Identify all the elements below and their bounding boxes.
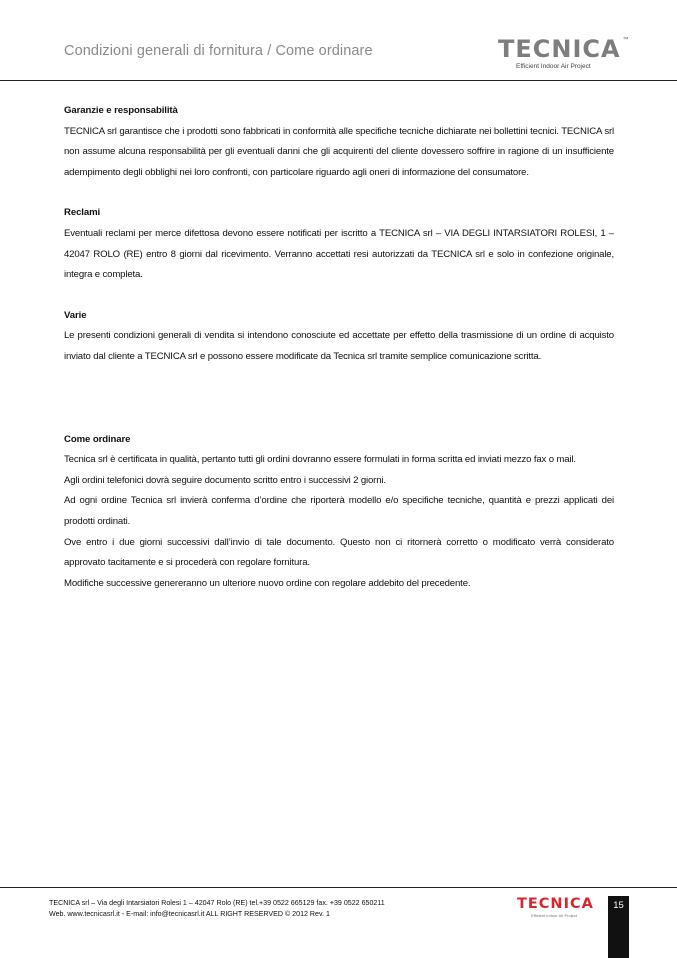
section-varie: [64, 306, 614, 368]
section-paragraph: Ad ogni ordine Tecnica srl invierà conferma d’ordine che riporterà modello e/o specifiche tecniche, quantità e prezzi applicati dei prodotti ordinati.: [64, 495, 614, 527]
section-reclami: [64, 203, 614, 285]
footer-web-line: Web. www.tecnicasrl.it - E-mail: info@tecnicasrl.it ALL RIGHT RESERVED © 2012 Rev. 1: [49, 910, 330, 918]
logo-wordmark: TECNICA: [498, 35, 621, 63]
section-come-ordinare: [64, 430, 614, 595]
section-paragraph: Modifiche successive genereranno un ulteriore nuovo ordine con regolare addebito del precedente.: [64, 577, 471, 589]
footer-divider: [0, 887, 677, 888]
trademark-symbol: ™: [622, 37, 629, 43]
header-divider: [0, 80, 677, 81]
page-header-title: Condizioni generali di fornitura / Come ordinare: [64, 43, 373, 59]
section-paragraph: Agli ordini telefonici dovrà seguire documento scritto entro i successivi 2 giorni.: [64, 474, 386, 486]
document-body: [64, 101, 614, 594]
section-heading: Reclami: [64, 207, 101, 219]
section-paragraph: Tecnica srl è certificata in qualità, pertanto tutti gli ordini dovranno essere formulati in forma scritta ed inviati mezzo fax o mail.: [64, 454, 576, 466]
section-paragraph: Le presenti condizioni generali di vendita si intendono conosciute ed accettate per effetto della trasmissione di un ordine di acquisto inviato dal cliente a TECNICA srl e possono essere modificate da Tecnica srl tramite semplice comunicazione scritta.: [64, 330, 614, 362]
tecnica-logo-header: [498, 35, 629, 71]
tecnica-logo-footer: [517, 897, 594, 918]
section-garanzie: [64, 101, 614, 183]
section-heading: Varie: [64, 309, 87, 321]
logo-wordmark: TECNICA: [517, 896, 594, 912]
section-paragraph: TECNICA srl garantisce che i prodotti sono fabbricati in conformità alle specifiche tecniche dichiarate nei bollettini tecnici. TECNICA srl non assume alcuna responsabilità per gli eventuali danni che gli acquirenti del cliente dovessero soffrire in ragione di un insufficiente adempimento degli obblighi nei loro confronti, con particolare riguardo agli oneri di informazione del consumatore.: [64, 125, 614, 178]
footer-address-line: TECNICA srl – Via degli Intarsiatori Rolesi 1 – 42047 Rolo (RE) tel.+39 0522 665129 fax. +39 0522 650211: [49, 899, 385, 907]
footer-contact: [49, 898, 385, 920]
logo-tagline: Efficient Indoor Air Project: [531, 912, 577, 918]
section-heading: Come ordinare: [64, 433, 131, 445]
page-number: 15: [613, 900, 624, 911]
section-heading: Garanzie e responsabilità: [64, 105, 178, 116]
page-number-tab: [608, 896, 629, 958]
logo-tagline: Efficient Indoor Air Project: [516, 63, 591, 70]
section-paragraph: Ove entro i due giorni successivi dall’invio di tale documento. Questo non ci ritornerà corretto o modificato verrà considerato approvato tacitamente e si procederà con regolare fornitura.: [64, 536, 614, 569]
section-paragraph: Eventuali reclami per merce difettosa devono essere notificati per iscritto a TECNICA srl – VIA DEGLI INTARSIATORI ROLESI, 1 – 42047 ROLO (RE) entro 8 giorni dal ricevimento. Verranno accettati resi autorizzati da TECNICA srl e solo in confezione originale, integra e completa.: [64, 227, 614, 281]
